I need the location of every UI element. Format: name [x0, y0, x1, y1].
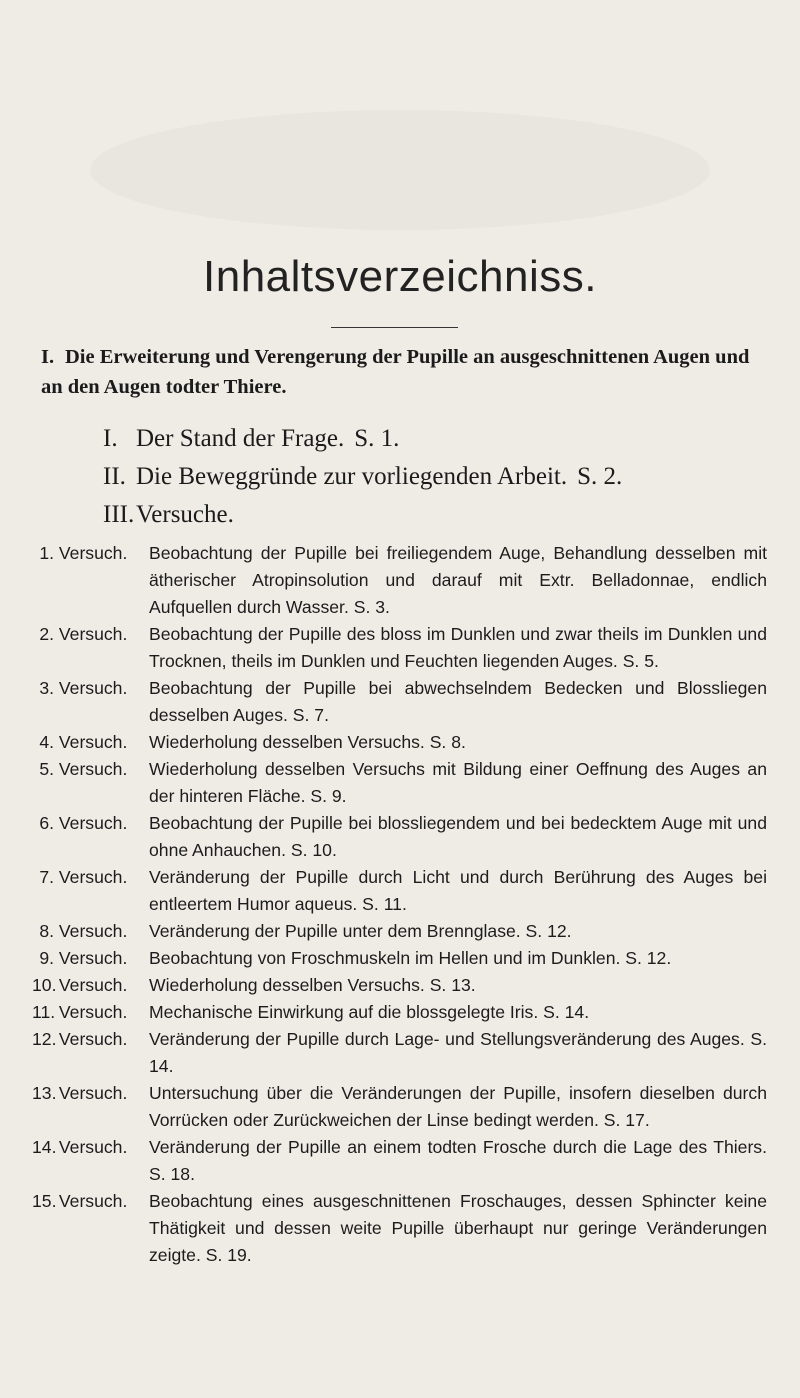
- experiment-entry: [32, 540, 767, 621]
- experiment-entry: [32, 1026, 767, 1080]
- experiment-description: Mechanische Einwirkung auf die blossgelegte Iris. S. 14.: [149, 1002, 590, 1022]
- experiment-label: [32, 756, 149, 810]
- experiment-number: 12.: [32, 1029, 57, 1049]
- experiment-label: [32, 1188, 149, 1269]
- page-title: Inhaltsverzeichniss.: [203, 252, 597, 301]
- part-heading-text: Die Erweiterung und Verengerung der Pupille an ausgeschnittenen Augen und an den Augen todter Thiere.: [41, 346, 750, 398]
- experiment-label: [32, 675, 149, 729]
- experiment-entry: [32, 621, 767, 675]
- experiment-label: [32, 1134, 149, 1188]
- experiment-description: Veränderung der Pupille durch Lage- und Stellungsveränderung des Auges. S. 14.: [149, 1029, 767, 1076]
- experiment-word: Versuch.: [58, 975, 128, 995]
- experiment-description: Veränderung der Pupille durch Licht und durch Berührung des Auges bei entleertem Humor aqueus. S. 11.: [149, 867, 767, 914]
- experiment-label: [32, 864, 149, 918]
- section-page: S. 2.: [577, 463, 623, 490]
- experiment-entry: [32, 972, 767, 999]
- experiment-number: 3.: [39, 678, 54, 698]
- section-numeral: II.: [103, 463, 126, 490]
- experiment-number: 14.: [32, 1137, 57, 1157]
- experiment-entry: [32, 756, 767, 810]
- experiment-entry: [32, 1188, 767, 1269]
- part-numeral: I.: [41, 346, 55, 368]
- experiment-number: 1.: [39, 543, 54, 563]
- experiment-entry: [32, 945, 767, 972]
- experiment-number: 10.: [32, 975, 57, 995]
- experiment-entry: [32, 729, 767, 756]
- experiment-entry: [32, 1080, 767, 1134]
- experiment-number: 2.: [39, 624, 54, 644]
- experiment-entry: [32, 1134, 767, 1188]
- experiment-word: Versuch.: [58, 1002, 128, 1022]
- section-entry: [103, 420, 622, 458]
- section-entry: [103, 496, 622, 534]
- experiment-entry: [32, 810, 767, 864]
- experiment-word: Versuch.: [58, 1137, 128, 1157]
- experiment-description: Veränderung der Pupille an einem todten Frosche durch die Lage des Thiers. S. 18.: [149, 1137, 767, 1184]
- experiment-description: Veränderung der Pupille unter dem Brennglase. S. 12.: [149, 921, 572, 941]
- section-list: [103, 420, 622, 534]
- experiment-number: 4.: [39, 732, 54, 752]
- experiment-description: Wiederholung desselben Versuchs. S. 13.: [149, 975, 476, 995]
- experiment-label: [32, 540, 149, 621]
- experiment-label: [32, 621, 149, 675]
- experiment-label: [32, 999, 149, 1026]
- experiment-label: [32, 810, 149, 864]
- experiment-number: 8.: [39, 921, 54, 941]
- experiment-label: [32, 918, 149, 945]
- section-title: Versuche.: [136, 501, 234, 528]
- experiment-description: Untersuchung über die Veränderungen der Pupille, insofern dieselben durch Vorrücken oder Zurückweichen der Linse bedingt werden. S. 17.: [149, 1083, 767, 1130]
- experiment-description: Beobachtung von Froschmuskeln im Hellen und im Dunklen. S. 12.: [149, 948, 672, 968]
- part-heading: [41, 342, 761, 402]
- experiment-label: [32, 1026, 149, 1080]
- experiment-description: Beobachtung der Pupille bei abwechselndem Bedecken und Blossliegen desselben Auges. S. 7.: [149, 678, 767, 725]
- section-title: Die Beweggründe zur vorliegenden Arbeit.: [136, 463, 568, 490]
- experiment-description: Beobachtung der Pupille bei blossliegendem und bei bedecktem Auge mit und ohne Anhauchen. S. 10.: [149, 813, 767, 860]
- experiment-word: Versuch.: [58, 1191, 128, 1211]
- experiment-word: Versuch.: [58, 759, 128, 779]
- experiment-number: 11.: [32, 1002, 56, 1022]
- experiment-word: Versuch.: [58, 813, 128, 833]
- section-numeral: III.: [103, 501, 135, 528]
- experiment-label: [32, 972, 149, 999]
- title-divider: [331, 327, 458, 328]
- experiment-label: [32, 1080, 149, 1134]
- experiment-word: Versuch.: [58, 1029, 128, 1049]
- experiment-word: Versuch.: [58, 867, 128, 887]
- experiment-number: 5.: [39, 759, 54, 779]
- experiment-word: Versuch.: [58, 1083, 128, 1103]
- experiment-label: [32, 729, 149, 756]
- experiment-number: 6.: [39, 813, 54, 833]
- experiment-word: Versuch.: [58, 678, 128, 698]
- experiment-label: [32, 945, 149, 972]
- experiment-word: Versuch.: [58, 543, 128, 563]
- bleed-through-stain: [90, 110, 710, 230]
- experiment-entry: [32, 864, 767, 918]
- experiment-word: Versuch.: [58, 921, 128, 941]
- experiment-number: 15.: [32, 1191, 57, 1211]
- experiment-number: 13.: [32, 1083, 57, 1103]
- experiment-number: 9.: [39, 948, 54, 968]
- experiment-entry: [32, 675, 767, 729]
- experiment-number: 7.: [39, 867, 54, 887]
- experiment-description: Wiederholung desselben Versuchs mit Bildung einer Oeffnung des Auges an der hinteren Fläche. S. 9.: [149, 759, 767, 806]
- experiment-entry: [32, 918, 767, 945]
- section-title: Der Stand der Frage.: [136, 425, 345, 452]
- experiment-list: [32, 540, 767, 1269]
- experiment-description: Beobachtung der Pupille des bloss im Dunklen und zwar theils im Dunklen und Trocknen, theils im Dunklen und Feuchten liegenden Auges. S. 5.: [149, 624, 767, 671]
- section-numeral: I.: [103, 425, 118, 452]
- section-entry: [103, 458, 622, 496]
- experiment-description: Beobachtung eines ausgeschnittenen Froschauges, dessen Sphincter keine Thätigkeit und dessen weite Pupille überhaupt nur geringe Veränderungen zeigte. S. 19.: [149, 1191, 767, 1265]
- section-page: S. 1.: [354, 425, 400, 452]
- experiment-entry: [32, 999, 767, 1026]
- experiment-description: Wiederholung desselben Versuchs. S. 8.: [149, 732, 466, 752]
- experiment-word: Versuch.: [58, 624, 128, 644]
- experiment-word: Versuch.: [58, 732, 128, 752]
- experiment-description: Beobachtung der Pupille bei freiliegendem Auge, Behandlung desselben mit ätherischer Atropinsolution und darauf mit Extr. Belladonnae, endlich Aufquellen durch Wasser. S. 3.: [149, 543, 767, 617]
- experiment-word: Versuch.: [58, 948, 128, 968]
